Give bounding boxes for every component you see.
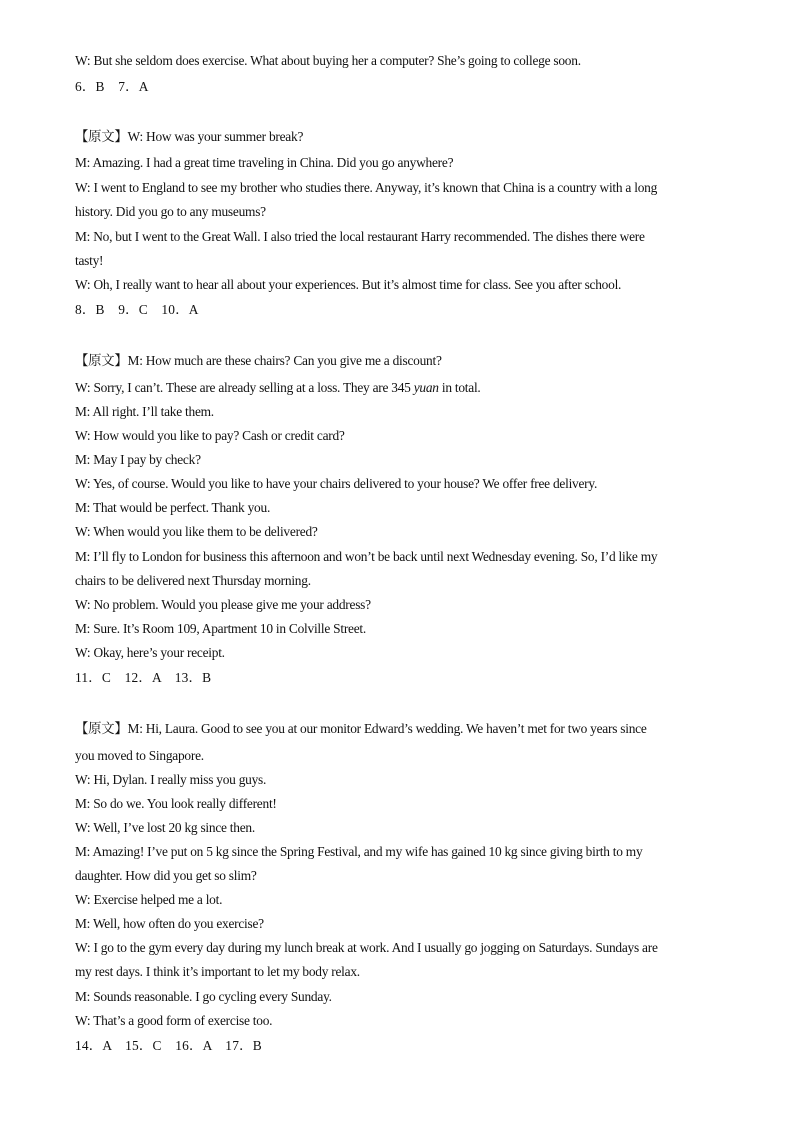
text-line: W: How would you like to pay? Cash or credit card? bbox=[75, 428, 345, 443]
answer-line: 14．A 15．C 16．A 17．B bbox=[75, 1038, 262, 1053]
text-line: M: May I pay by check? bbox=[75, 452, 201, 467]
text-line: W: Well, I’ve lost 20 kg since then. bbox=[75, 820, 255, 835]
transcript-heading: 【原文】M: Hi, Laura. Good to see you at our monitor Edward’s wedding. We haven’t met for two years since bbox=[75, 721, 647, 736]
text-line: W: Oh, I really want to hear all about your experiences. But it’s almost time for class. See you after school. bbox=[75, 277, 622, 292]
text-line: W: Okay, here’s your receipt. bbox=[75, 645, 225, 660]
text-line: M: All right. I’ll take them. bbox=[75, 404, 214, 419]
text-line: M: Sure. It’s Room 109, Apartment 10 in Colville Street. bbox=[75, 621, 366, 636]
text-line: M: Amazing! I’ve put on 5 kg since the Spring Festival, and my wife has gained 10 kg since giving birth to my bbox=[75, 844, 643, 859]
text-line: tasty! bbox=[75, 253, 104, 268]
transcript-heading: 【原文】W: How was your summer break? bbox=[75, 129, 304, 144]
text-line: M: I’ll fly to London for business this afternoon and won’t be back until next Wednesday evening. So, I’d like my bbox=[75, 549, 658, 564]
text-line: W: I went to England to see my brother who studies there. Anyway, it’s known that China is a country with a long bbox=[75, 180, 658, 195]
text-line: W: Exercise helped me a lot. bbox=[75, 892, 223, 907]
text-line: daughter. How did you get so slim? bbox=[75, 868, 257, 883]
answer-line: 8．B 9．C 10．A bbox=[75, 302, 199, 317]
transcript-heading: 【原文】M: How much are these chairs? Can you give me a discount? bbox=[75, 353, 442, 368]
text-line: my rest days. I think it’s important to let my body relax. bbox=[75, 964, 360, 979]
text-line: M: Amazing. I had a great time traveling in China. Did you go anywhere? bbox=[75, 155, 454, 170]
text-line: W: Yes, of course. Would you like to have your chairs delivered to your house? We offer free delivery. bbox=[75, 476, 598, 491]
text-line: W: But she seldom does exercise. What about buying her a computer? She’s going to college soon. bbox=[75, 53, 581, 68]
text-line: W: When would you like them to be delivered? bbox=[75, 524, 318, 539]
text-line: W: No problem. Would you please give me your address? bbox=[75, 597, 371, 612]
text-line: you moved to Singapore. bbox=[75, 748, 204, 763]
text-line: M: Well, how often do you exercise? bbox=[75, 916, 264, 931]
answer-line: 6．B 7．A bbox=[75, 79, 149, 94]
text-line: history. Did you go to any museums? bbox=[75, 204, 266, 219]
text-line: M: No, but I went to the Great Wall. I also tried the local restaurant Harry recommended. The dishes there were bbox=[75, 229, 645, 244]
text-line: W: Sorry, I can’t. These are already selling at a loss. They are 345 yuan in total. bbox=[75, 380, 481, 395]
text-line: chairs to be delivered next Thursday morning. bbox=[75, 573, 311, 588]
answer-line: 11．C 12．A 13．B bbox=[75, 670, 212, 685]
text-line: M: Sounds reasonable. I go cycling every Sunday. bbox=[75, 989, 332, 1004]
text-line: W: Hi, Dylan. I really miss you guys. bbox=[75, 772, 267, 787]
text-line: M: That would be perfect. Thank you. bbox=[75, 500, 271, 515]
text-line: W: I go to the gym every day during my lunch break at work. And I usually go jogging on Saturdays. Sundays are bbox=[75, 940, 658, 955]
text-line: M: So do we. You look really different! bbox=[75, 796, 277, 811]
text-line: W: That’s a good form of exercise too. bbox=[75, 1013, 273, 1028]
